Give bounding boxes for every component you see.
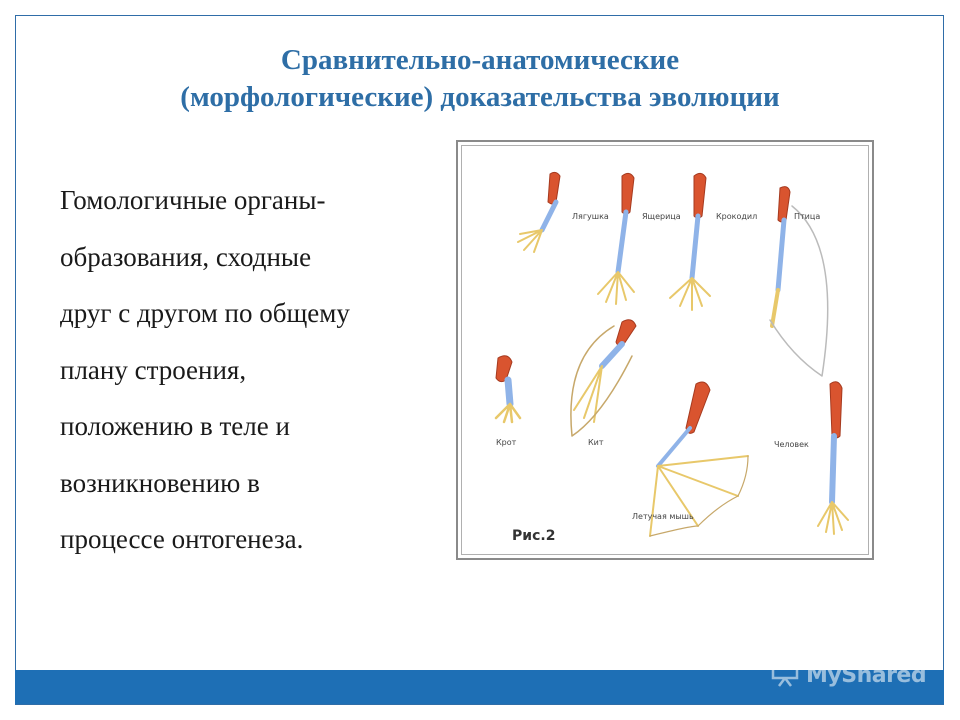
- limbs-illustration: [462, 146, 872, 558]
- whale-limb: [571, 320, 636, 436]
- mole-limb: [496, 356, 520, 422]
- figure-inner-border: [461, 145, 869, 555]
- watermark-text: MyShared: [806, 662, 927, 688]
- label-mole: Крот: [496, 438, 517, 447]
- title-line-1: Сравнительно-анатомические: [280, 44, 680, 76]
- presentation-board-icon: [770, 659, 800, 692]
- label-bird: Птица: [794, 212, 821, 221]
- body-line: друг с другом по общему: [60, 298, 350, 328]
- body-line: образования, сходные: [60, 241, 312, 272]
- homologous-limbs-figure: [456, 140, 874, 560]
- body-line: положению в теле и: [60, 411, 290, 441]
- frog-limb: [518, 172, 560, 252]
- label-frog: Лягушка: [572, 212, 609, 221]
- figure-caption: Рис.2: [512, 528, 556, 544]
- body-line: процессе онтогенеза.: [60, 524, 304, 554]
- label-human: Человек: [774, 440, 809, 449]
- body-line: плану строения,: [60, 354, 247, 385]
- watermark: [770, 655, 926, 695]
- label-whale: Кит: [588, 438, 604, 447]
- lizard-limb: [598, 173, 634, 304]
- crocodile-limb: [670, 173, 710, 310]
- body-line: Гомологичные органы-: [60, 185, 326, 215]
- label-crocodile: Крокодил: [716, 212, 758, 221]
- title-line-2: (морфологические) доказательства эволюции: [180, 81, 780, 113]
- slide-title: [0, 42, 960, 116]
- label-lizard: Ящерица: [642, 212, 681, 221]
- definition-text: [60, 172, 450, 568]
- human-limb: [818, 382, 848, 534]
- body-line: возникновению в: [60, 467, 260, 498]
- label-bat: Летучая мышь: [632, 512, 694, 521]
